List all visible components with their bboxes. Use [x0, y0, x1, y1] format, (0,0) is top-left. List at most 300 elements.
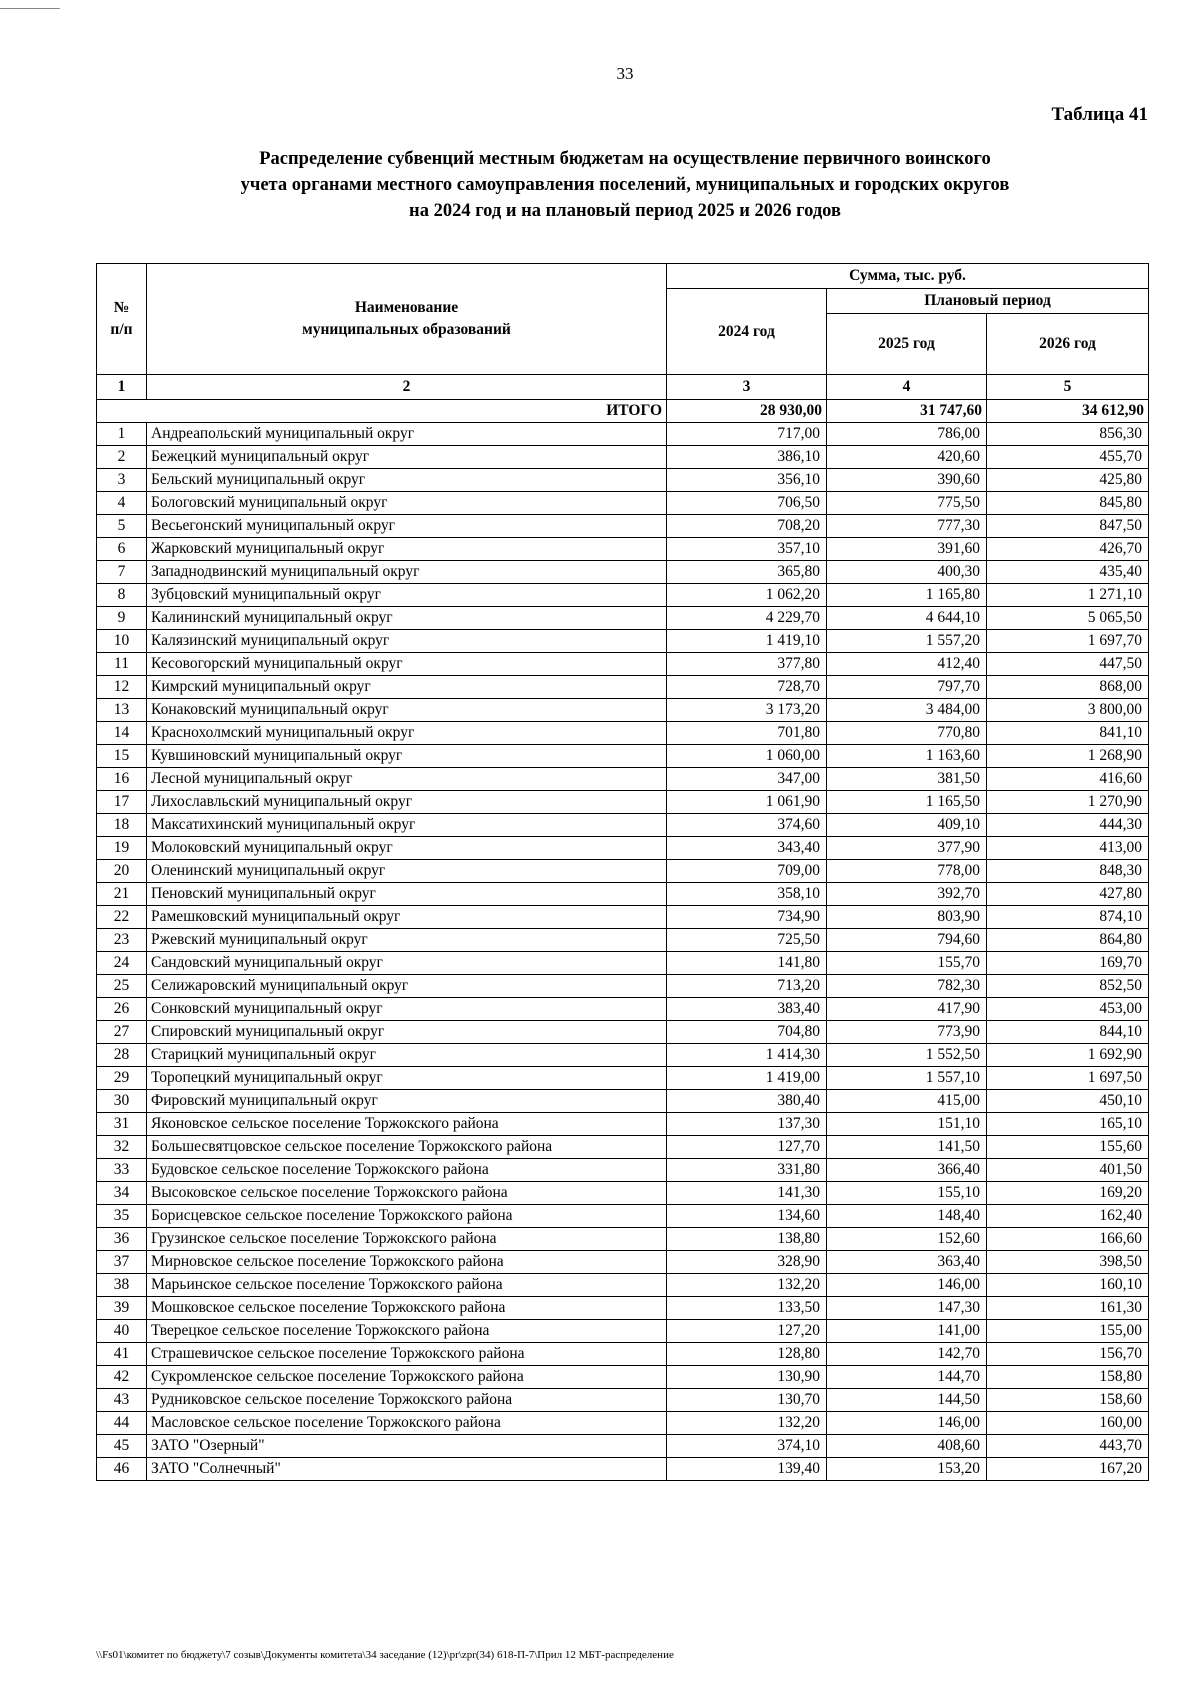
amount-2025: 409,10 — [827, 814, 987, 837]
amount-2024: 127,20 — [667, 1320, 827, 1343]
row-number: 35 — [97, 1205, 147, 1228]
table-row — [97, 492, 1149, 515]
row-number: 4 — [97, 492, 147, 515]
municipality-name: Оленинский муниципальный округ — [147, 860, 667, 883]
amount-2025: 778,00 — [827, 860, 987, 883]
amount-2024: 141,30 — [667, 1182, 827, 1205]
row-number: 22 — [97, 906, 147, 929]
amount-2026: 160,00 — [987, 1412, 1149, 1435]
total-2024: 28 930,00 — [667, 400, 827, 423]
table-row — [97, 814, 1149, 837]
row-number: 7 — [97, 561, 147, 584]
footer-file-path: \\Fs01\комитет по бюджету\7 созыв\Документы комитета\34 заседание (12)\pr\zpr(34) 618-П-7\Прил 12 МБТ-распределение — [96, 1649, 674, 1661]
amount-2025: 417,90 — [827, 998, 987, 1021]
table-row — [97, 607, 1149, 630]
municipality-name: Зубцовский муниципальный округ — [147, 584, 667, 607]
municipality-name: Будовское сельское поселение Торжокского района — [147, 1159, 667, 1182]
table-row — [97, 1320, 1149, 1343]
amount-2025: 366,40 — [827, 1159, 987, 1182]
amount-2025: 420,60 — [827, 446, 987, 469]
municipality-name: Калязинский муниципальный округ — [147, 630, 667, 653]
amount-2026: 169,70 — [987, 952, 1149, 975]
amount-2024: 1 060,00 — [667, 745, 827, 768]
row-number: 41 — [97, 1343, 147, 1366]
amount-2026: 844,10 — [987, 1021, 1149, 1044]
amount-2026: 444,30 — [987, 814, 1149, 837]
municipality-name: Пеновский муниципальный округ — [147, 883, 667, 906]
amount-2024: 374,10 — [667, 1435, 827, 1458]
amount-2024: 701,80 — [667, 722, 827, 745]
amount-2025: 4 644,10 — [827, 607, 987, 630]
table-row — [97, 975, 1149, 998]
municipality-name: Краснохолмский муниципальный округ — [147, 722, 667, 745]
row-number: 34 — [97, 1182, 147, 1205]
amount-2026: 401,50 — [987, 1159, 1149, 1182]
table-row — [97, 584, 1149, 607]
amount-2025: 153,20 — [827, 1458, 987, 1481]
column-index: 4 — [827, 375, 987, 400]
row-number: 29 — [97, 1067, 147, 1090]
table-row — [97, 1228, 1149, 1251]
municipality-name: Старицкий муниципальный округ — [147, 1044, 667, 1067]
row-number: 28 — [97, 1044, 147, 1067]
amount-2025: 1 557,20 — [827, 630, 987, 653]
amount-2025: 3 484,00 — [827, 699, 987, 722]
amount-2026: 1 270,90 — [987, 791, 1149, 814]
municipality-name: Селижаровский муниципальный округ — [147, 975, 667, 998]
table-row — [97, 1113, 1149, 1136]
municipality-name: Масловское сельское поселение Торжокского района — [147, 1412, 667, 1435]
amount-2024: 706,50 — [667, 492, 827, 515]
amount-2024: 717,00 — [667, 423, 827, 446]
header-num: № п/п — [97, 264, 147, 375]
amount-2025: 141,00 — [827, 1320, 987, 1343]
title-line: учета органами местного самоуправления поселений, муниципальных и городских округов — [240, 175, 1010, 195]
amount-2026: 443,70 — [987, 1435, 1149, 1458]
row-number: 40 — [97, 1320, 147, 1343]
amount-2026: 398,50 — [987, 1251, 1149, 1274]
table-row — [97, 676, 1149, 699]
amount-2026: 447,50 — [987, 653, 1149, 676]
municipality-name: ЗАТО "Озерный" — [147, 1435, 667, 1458]
amount-2024: 1 419,00 — [667, 1067, 827, 1090]
amount-2025: 408,60 — [827, 1435, 987, 1458]
row-number: 10 — [97, 630, 147, 653]
header-name: Наименование муниципальных образований — [147, 264, 667, 375]
table-row — [97, 883, 1149, 906]
table-row — [97, 860, 1149, 883]
row-number: 20 — [97, 860, 147, 883]
amount-2025: 148,40 — [827, 1205, 987, 1228]
table-row — [97, 1343, 1149, 1366]
amount-2024: 713,20 — [667, 975, 827, 998]
table-row — [97, 1182, 1149, 1205]
amount-2024: 3 173,20 — [667, 699, 827, 722]
row-number: 37 — [97, 1251, 147, 1274]
municipality-name: Сукромленское сельское поселение Торжокского района — [147, 1366, 667, 1389]
amount-2024: 704,80 — [667, 1021, 827, 1044]
table-row — [97, 791, 1149, 814]
municipality-name: Лесной муниципальный округ — [147, 768, 667, 791]
municipality-name: Сонковский муниципальный округ — [147, 998, 667, 1021]
table-row — [97, 1412, 1149, 1435]
municipality-name: Торопецкий муниципальный округ — [147, 1067, 667, 1090]
row-number: 33 — [97, 1159, 147, 1182]
amount-2024: 357,10 — [667, 538, 827, 561]
amount-2025: 797,70 — [827, 676, 987, 699]
table-row — [97, 998, 1149, 1021]
amount-2026: 453,00 — [987, 998, 1149, 1021]
amount-2025: 1 165,50 — [827, 791, 987, 814]
municipality-name: Кимрский муниципальный округ — [147, 676, 667, 699]
amount-2025: 141,50 — [827, 1136, 987, 1159]
municipality-name: Яконовское сельское поселение Торжокского района — [147, 1113, 667, 1136]
row-number: 36 — [97, 1228, 147, 1251]
table-row — [97, 745, 1149, 768]
row-number: 26 — [97, 998, 147, 1021]
amount-2025: 775,50 — [827, 492, 987, 515]
row-number: 2 — [97, 446, 147, 469]
amount-2025: 390,60 — [827, 469, 987, 492]
row-number: 24 — [97, 952, 147, 975]
table-row — [97, 1044, 1149, 1067]
total-2025: 31 747,60 — [827, 400, 987, 423]
amount-2026: 856,30 — [987, 423, 1149, 446]
amount-2026: 874,10 — [987, 906, 1149, 929]
municipality-name: Кесовогорский муниципальный округ — [147, 653, 667, 676]
table-row — [97, 1205, 1149, 1228]
municipality-name: Весьегонский муниципальный округ — [147, 515, 667, 538]
amount-2025: 391,60 — [827, 538, 987, 561]
municipality-name: Страшевичское сельское поселение Торжокского района — [147, 1343, 667, 1366]
amount-2025: 786,00 — [827, 423, 987, 446]
amount-2024: 1 061,90 — [667, 791, 827, 814]
amount-2024: 331,80 — [667, 1159, 827, 1182]
amount-2026: 847,50 — [987, 515, 1149, 538]
table-row — [97, 630, 1149, 653]
amount-2026: 848,30 — [987, 860, 1149, 883]
column-index: 5 — [987, 375, 1149, 400]
amount-2025: 773,90 — [827, 1021, 987, 1044]
amount-2026: 156,70 — [987, 1343, 1149, 1366]
amount-2024: 4 229,70 — [667, 607, 827, 630]
amount-2024: 130,70 — [667, 1389, 827, 1412]
table-row — [97, 423, 1149, 446]
row-number: 30 — [97, 1090, 147, 1113]
municipality-name: Борисцевское сельское поселение Торжокского района — [147, 1205, 667, 1228]
amount-2024: 377,80 — [667, 653, 827, 676]
amount-2026: 416,60 — [987, 768, 1149, 791]
municipality-name: Максатихинский муниципальный округ — [147, 814, 667, 837]
row-number: 25 — [97, 975, 147, 998]
amount-2025: 1 557,10 — [827, 1067, 987, 1090]
amount-2026: 426,70 — [987, 538, 1149, 561]
total-row — [97, 400, 1149, 423]
amount-2024: 133,50 — [667, 1297, 827, 1320]
row-number: 23 — [97, 929, 147, 952]
row-number: 13 — [97, 699, 147, 722]
total-label: ИТОГО — [97, 400, 667, 423]
amount-2024: 708,20 — [667, 515, 827, 538]
amount-2026: 1 268,90 — [987, 745, 1149, 768]
amount-2025: 144,70 — [827, 1366, 987, 1389]
amount-2025: 1 552,50 — [827, 1044, 987, 1067]
amount-2025: 1 165,80 — [827, 584, 987, 607]
amount-2026: 1 697,50 — [987, 1067, 1149, 1090]
amount-2024: 138,80 — [667, 1228, 827, 1251]
municipality-name: Высоковское сельское поселение Торжокского района — [147, 1182, 667, 1205]
amount-2025: 155,10 — [827, 1182, 987, 1205]
table-row — [97, 469, 1149, 492]
municipality-name: Молоковский муниципальный округ — [147, 837, 667, 860]
table-row — [97, 1159, 1149, 1182]
amount-2024: 734,90 — [667, 906, 827, 929]
municipality-name: Бежецкий муниципальный округ — [147, 446, 667, 469]
amount-2025: 1 163,60 — [827, 745, 987, 768]
table-row — [97, 1274, 1149, 1297]
row-number: 27 — [97, 1021, 147, 1044]
amount-2026: 169,20 — [987, 1182, 1149, 1205]
municipality-name: Бологовский муниципальный округ — [147, 492, 667, 515]
municipality-name: Грузинское сельское поселение Торжокского района — [147, 1228, 667, 1251]
amount-2026: 161,30 — [987, 1297, 1149, 1320]
row-number: 21 — [97, 883, 147, 906]
row-number: 6 — [97, 538, 147, 561]
amount-2025: 412,40 — [827, 653, 987, 676]
row-number: 3 — [97, 469, 147, 492]
row-number: 39 — [97, 1297, 147, 1320]
row-number: 42 — [97, 1366, 147, 1389]
header-2025: 2025 год — [827, 314, 987, 375]
amount-2025: 363,40 — [827, 1251, 987, 1274]
amount-2026: 3 800,00 — [987, 699, 1149, 722]
municipality-name: Марьинское сельское поселение Торжокского района — [147, 1274, 667, 1297]
table-row — [97, 906, 1149, 929]
row-number: 43 — [97, 1389, 147, 1412]
municipality-name: Калининский муниципальный округ — [147, 607, 667, 630]
table-row — [97, 561, 1149, 584]
amount-2026: 868,00 — [987, 676, 1149, 699]
amount-2024: 725,50 — [667, 929, 827, 952]
amount-2026: 167,20 — [987, 1458, 1149, 1481]
amount-2026: 427,80 — [987, 883, 1149, 906]
amount-2024: 728,70 — [667, 676, 827, 699]
table-row — [97, 1389, 1149, 1412]
table-label: Таблица 41 — [1051, 104, 1148, 125]
scan-edge-mark — [0, 0, 60, 9]
municipality-name: Ржевский муниципальный округ — [147, 929, 667, 952]
table-row — [97, 1435, 1149, 1458]
row-number: 12 — [97, 676, 147, 699]
row-number: 38 — [97, 1274, 147, 1297]
amount-2025: 152,60 — [827, 1228, 987, 1251]
amount-2025: 155,70 — [827, 952, 987, 975]
amount-2024: 347,00 — [667, 768, 827, 791]
table-row — [97, 1251, 1149, 1274]
municipality-name: Рамешковский муниципальный округ — [147, 906, 667, 929]
table-row — [97, 929, 1149, 952]
amount-2024: 132,20 — [667, 1274, 827, 1297]
subvention-table — [96, 263, 1149, 1481]
row-number: 44 — [97, 1412, 147, 1435]
amount-2026: 425,80 — [987, 469, 1149, 492]
amount-2024: 358,10 — [667, 883, 827, 906]
amount-2026: 160,10 — [987, 1274, 1149, 1297]
amount-2026: 155,60 — [987, 1136, 1149, 1159]
row-number: 19 — [97, 837, 147, 860]
municipality-name: Андреапольский муниципальный округ — [147, 423, 667, 446]
column-index: 1 — [97, 375, 147, 400]
municipality-name: Фировский муниципальный округ — [147, 1090, 667, 1113]
municipality-name: Сандовский муниципальный округ — [147, 952, 667, 975]
amount-2026: 158,60 — [987, 1389, 1149, 1412]
amount-2024: 709,00 — [667, 860, 827, 883]
amount-2024: 380,40 — [667, 1090, 827, 1113]
amount-2026: 5 065,50 — [987, 607, 1149, 630]
municipality-name: Мирновское сельское поселение Торжокского района — [147, 1251, 667, 1274]
column-index: 3 — [667, 375, 827, 400]
header-plan-period: Плановый период — [827, 289, 1149, 314]
amount-2024: 132,20 — [667, 1412, 827, 1435]
row-number: 32 — [97, 1136, 147, 1159]
row-number: 45 — [97, 1435, 147, 1458]
amount-2024: 374,60 — [667, 814, 827, 837]
table-row — [97, 1297, 1149, 1320]
row-number: 17 — [97, 791, 147, 814]
municipality-name: Конаковский муниципальный округ — [147, 699, 667, 722]
municipality-name: Большесвятцовское сельское поселение Торжокского района — [147, 1136, 667, 1159]
amount-2026: 450,10 — [987, 1090, 1149, 1113]
amount-2025: 146,00 — [827, 1412, 987, 1435]
municipality-name: Бельский муниципальный округ — [147, 469, 667, 492]
table-row — [97, 952, 1149, 975]
amount-2026: 864,80 — [987, 929, 1149, 952]
amount-2026: 852,50 — [987, 975, 1149, 998]
amount-2025: 415,00 — [827, 1090, 987, 1113]
amount-2026: 162,40 — [987, 1205, 1149, 1228]
amount-2025: 770,80 — [827, 722, 987, 745]
amount-2026: 1 697,70 — [987, 630, 1149, 653]
amount-2026: 455,70 — [987, 446, 1149, 469]
amount-2025: 151,10 — [827, 1113, 987, 1136]
amount-2024: 386,10 — [667, 446, 827, 469]
amount-2025: 782,30 — [827, 975, 987, 998]
column-index: 2 — [147, 375, 667, 400]
row-number: 1 — [97, 423, 147, 446]
row-number: 9 — [97, 607, 147, 630]
row-number: 5 — [97, 515, 147, 538]
table-row — [97, 538, 1149, 561]
header-sum: Сумма, тыс. руб. — [667, 264, 1149, 289]
amount-2026: 165,10 — [987, 1113, 1149, 1136]
row-number: 46 — [97, 1458, 147, 1481]
amount-2026: 1 271,10 — [987, 584, 1149, 607]
row-number: 11 — [97, 653, 147, 676]
amount-2026: 1 692,90 — [987, 1044, 1149, 1067]
header-2024: 2024 год — [667, 289, 827, 375]
amount-2024: 134,60 — [667, 1205, 827, 1228]
table-row — [97, 768, 1149, 791]
amount-2025: 777,30 — [827, 515, 987, 538]
table-row — [97, 699, 1149, 722]
municipality-name: Кувшиновский муниципальный округ — [147, 745, 667, 768]
amount-2026: 166,60 — [987, 1228, 1149, 1251]
municipality-name: Западнодвинский муниципальный округ — [147, 561, 667, 584]
municipality-name: Тверецкое сельское поселение Торжокского района — [147, 1320, 667, 1343]
table-row — [97, 1458, 1149, 1481]
amount-2024: 328,90 — [667, 1251, 827, 1274]
document-title — [150, 146, 1100, 224]
amount-2026: 155,00 — [987, 1320, 1149, 1343]
amount-2026: 158,80 — [987, 1366, 1149, 1389]
table-row — [97, 837, 1149, 860]
amount-2024: 1 062,20 — [667, 584, 827, 607]
amount-2026: 841,10 — [987, 722, 1149, 745]
row-number: 31 — [97, 1113, 147, 1136]
amount-2025: 392,70 — [827, 883, 987, 906]
amount-2025: 147,30 — [827, 1297, 987, 1320]
amount-2024: 343,40 — [667, 837, 827, 860]
amount-2025: 146,00 — [827, 1274, 987, 1297]
table-row — [97, 446, 1149, 469]
table-row — [97, 653, 1149, 676]
amount-2025: 377,90 — [827, 837, 987, 860]
table-row — [97, 515, 1149, 538]
table-row — [97, 1366, 1149, 1389]
amount-2025: 142,70 — [827, 1343, 987, 1366]
page-number: 33 — [616, 64, 634, 83]
amount-2024: 383,40 — [667, 998, 827, 1021]
header-2026: 2026 год — [987, 314, 1149, 375]
municipality-name: Мошковское сельское поселение Торжокского района — [147, 1297, 667, 1320]
amount-2026: 435,40 — [987, 561, 1149, 584]
amount-2024: 365,80 — [667, 561, 827, 584]
amount-2026: 845,80 — [987, 492, 1149, 515]
amount-2025: 381,50 — [827, 768, 987, 791]
amount-2024: 127,70 — [667, 1136, 827, 1159]
row-number: 15 — [97, 745, 147, 768]
municipality-name: Лихославльский муниципальный округ — [147, 791, 667, 814]
municipality-name: ЗАТО "Солнечный" — [147, 1458, 667, 1481]
amount-2024: 356,10 — [667, 469, 827, 492]
amount-2025: 794,60 — [827, 929, 987, 952]
title-line: Распределение субвенций местным бюджетам на осуществление первичного воинского — [259, 149, 991, 169]
amount-2025: 400,30 — [827, 561, 987, 584]
amount-2024: 1 414,30 — [667, 1044, 827, 1067]
table-row — [97, 1136, 1149, 1159]
amount-2024: 128,80 — [667, 1343, 827, 1366]
row-number: 8 — [97, 584, 147, 607]
amount-2026: 413,00 — [987, 837, 1149, 860]
amount-2024: 1 419,10 — [667, 630, 827, 653]
municipality-name: Рудниковское сельское поселение Торжокского района — [147, 1389, 667, 1412]
municipality-name: Жарковский муниципальный округ — [147, 538, 667, 561]
amount-2024: 141,80 — [667, 952, 827, 975]
row-number: 16 — [97, 768, 147, 791]
amount-2024: 137,30 — [667, 1113, 827, 1136]
municipality-name: Спировский муниципальный округ — [147, 1021, 667, 1044]
amount-2025: 803,90 — [827, 906, 987, 929]
amount-2024: 139,40 — [667, 1458, 827, 1481]
table-row — [97, 722, 1149, 745]
amount-2024: 130,90 — [667, 1366, 827, 1389]
table-row — [97, 1090, 1149, 1113]
total-2026: 34 612,90 — [987, 400, 1149, 423]
table-row — [97, 1021, 1149, 1044]
title-line: на 2024 год и на плановый период 2025 и 2026 годов — [409, 201, 841, 221]
table-row — [97, 1067, 1149, 1090]
row-number: 18 — [97, 814, 147, 837]
